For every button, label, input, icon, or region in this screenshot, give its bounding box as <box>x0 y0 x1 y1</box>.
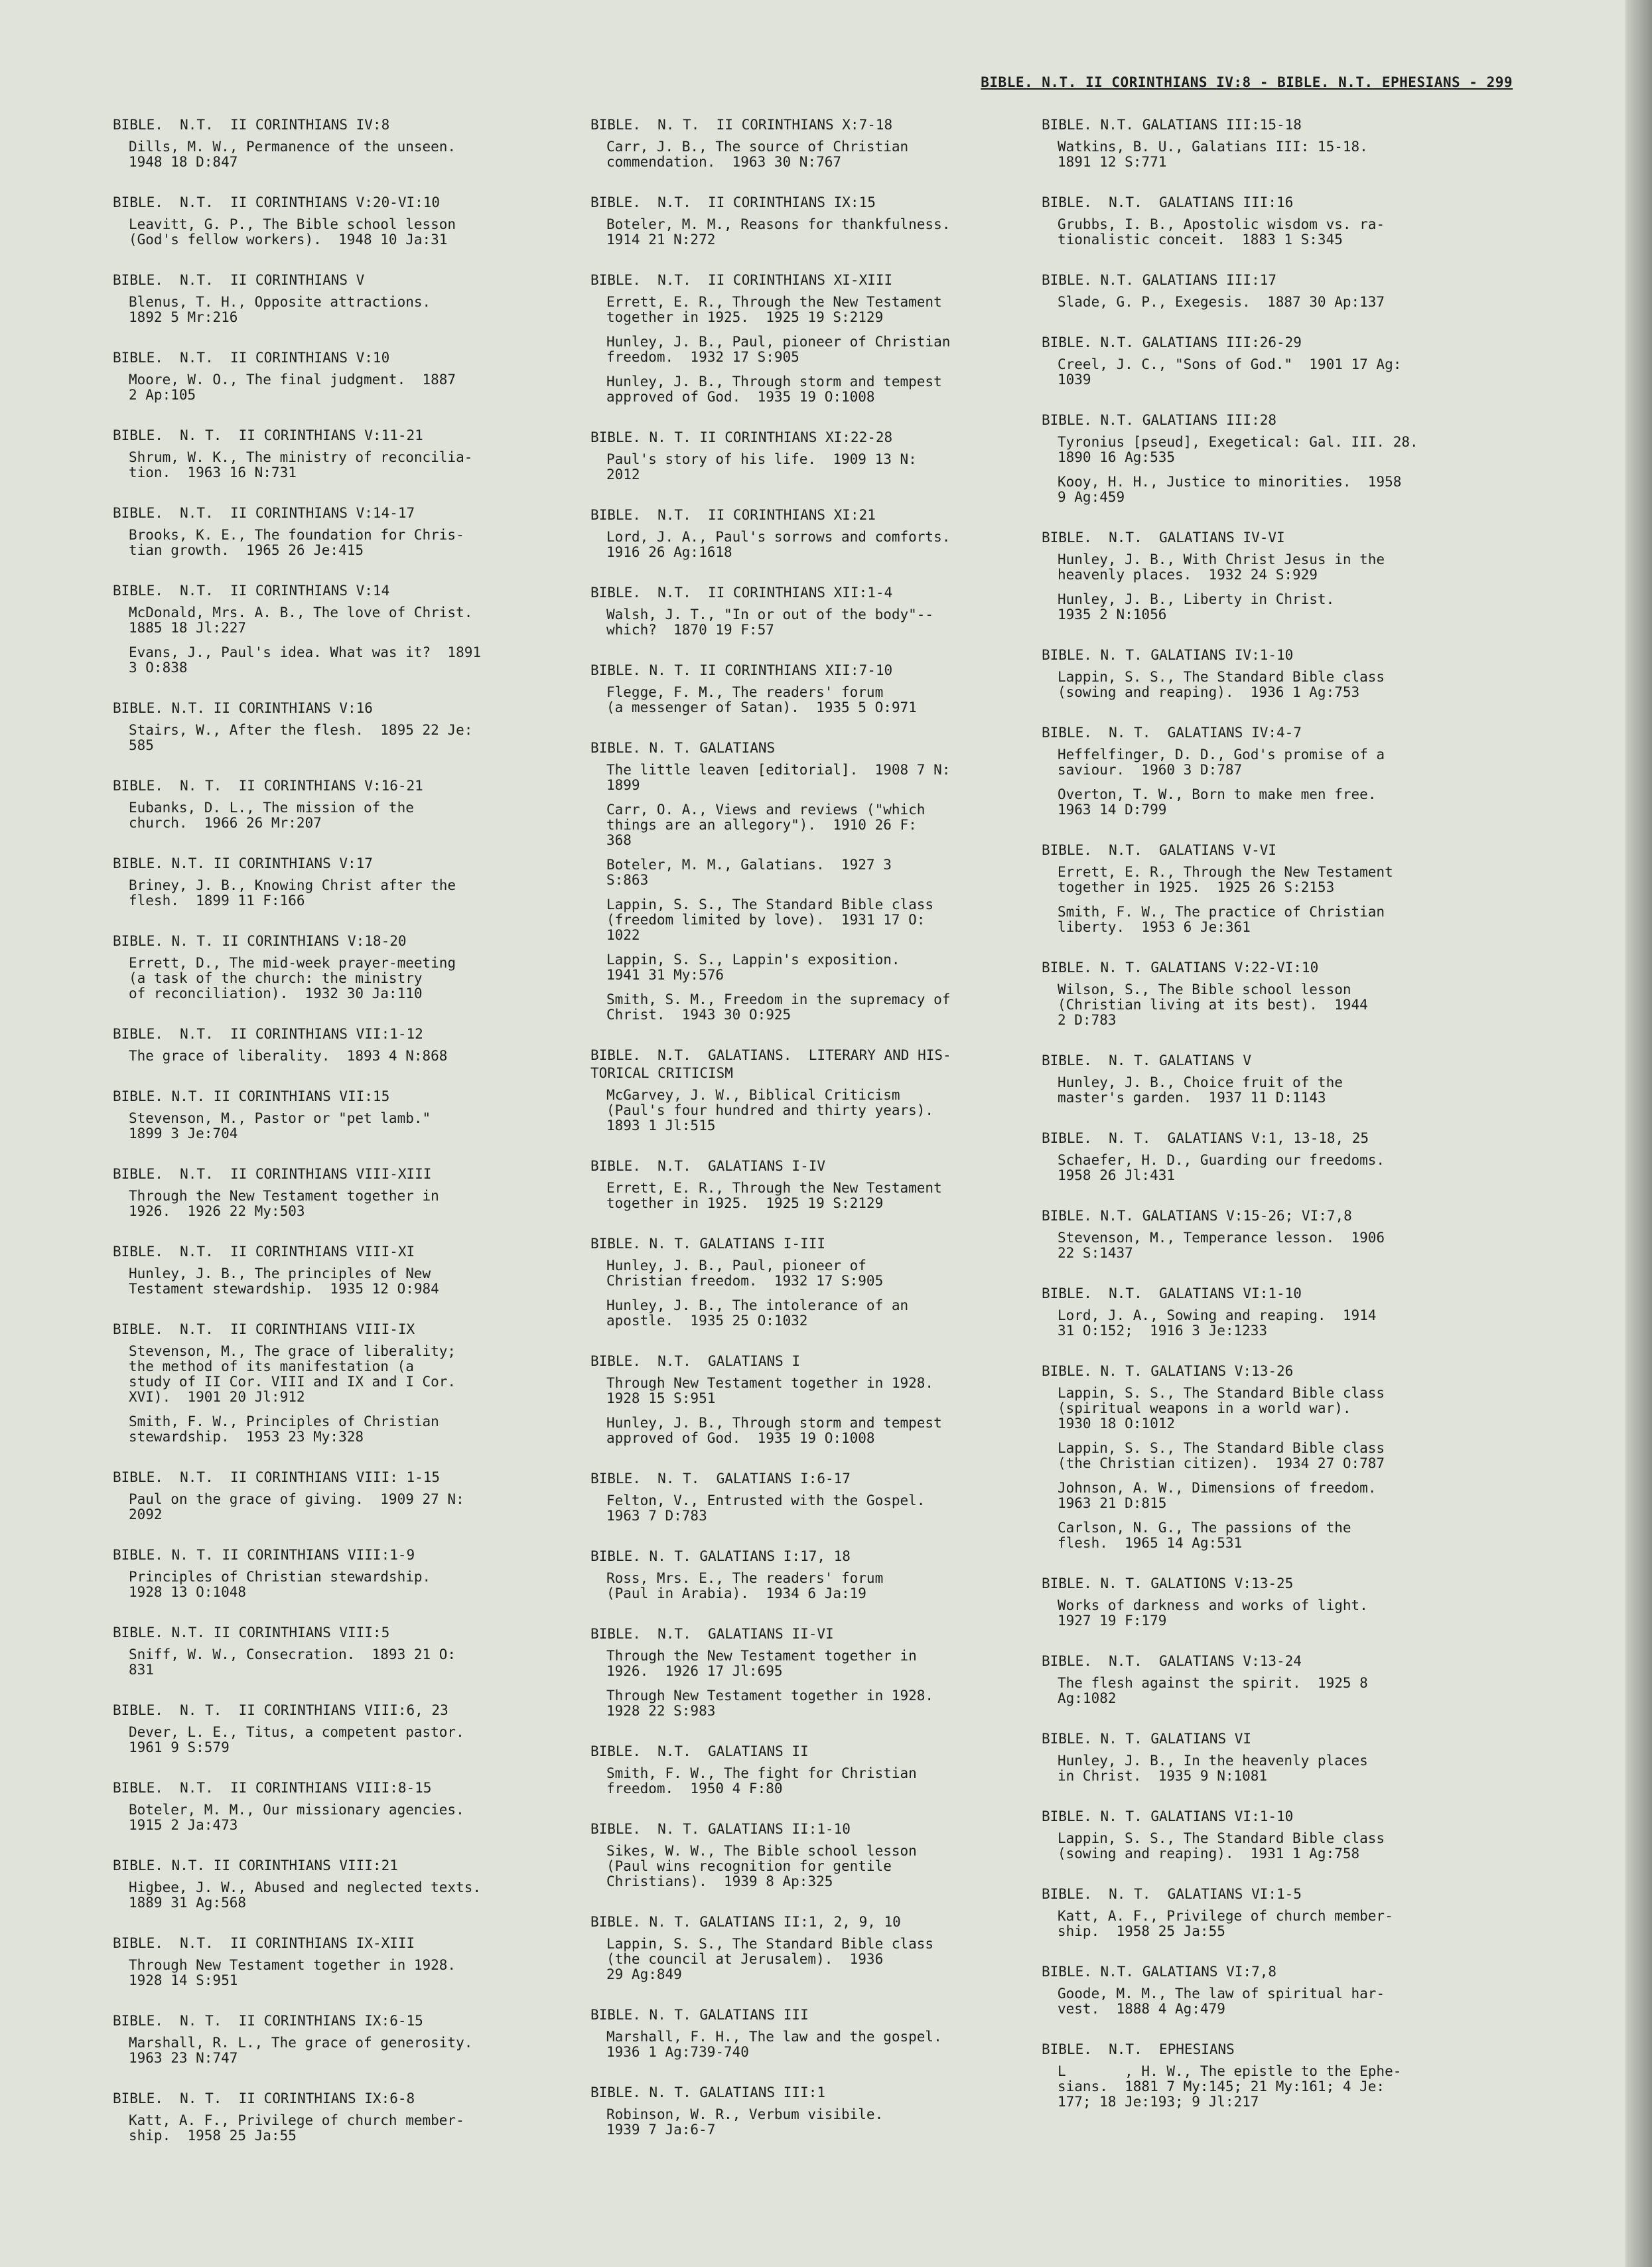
index-entry <box>590 1913 1048 1982</box>
index-entry <box>590 1625 1048 1719</box>
index-entry <box>1042 1730 1499 1784</box>
index-entry <box>590 739 1048 1023</box>
index-entry <box>113 1243 571 1297</box>
entry-heading: BIBLE. N.T. GALATIANS III:28 <box>1042 412 1277 428</box>
index-entry <box>590 1548 1048 1601</box>
column-3 <box>1042 116 1499 2134</box>
entry-citation: Eubanks, D. L., The mission of the church. 1966 26 Mr:207 <box>129 800 414 831</box>
index-entry <box>590 116 1048 170</box>
entry-heading: BIBLE. N. T. II CORINTHIANS V:18-20 <box>113 933 407 949</box>
entry-citation: Lord, J. A., Sowing and reaping. 1914 31 O:152; 1916 3 Je:1233 <box>1058 1307 1377 1339</box>
entry-citation: Lord, J. A., Paul's sorrows and comforts. 1916 26 Ag:1618 <box>606 529 951 560</box>
entry-citation: Heffelfinger, D. D., God's promise of a saviour. 1960 3 D:787 <box>1058 747 1385 778</box>
entry-citation: Goode, M. M., The law of spiritual har- vest. 1888 4 Ag:479 <box>1058 1986 1385 2017</box>
index-entry <box>590 662 1048 715</box>
index-entry <box>590 1820 1048 1889</box>
entry-citation: Lappin, S. S., The Standard Bible class (sowing and reaping). 1936 1 Ag:753 <box>1058 669 1385 700</box>
entry-citation: The little leaven [editorial]. 1908 7 N: 1899 <box>606 762 951 793</box>
index-entry <box>113 699 571 753</box>
index-entry <box>1042 841 1499 935</box>
entry-citation: Sikes, W. W., The Bible school lesson (Paul wins recognition for gentile Christians). 1939 8 Ap:325 <box>606 1843 917 1889</box>
entry-citation: Paul's story of his life. 1909 13 N: 2012 <box>606 451 917 482</box>
entry-heading: BIBLE. N. T. GALATIANS III:1 <box>590 2084 826 2100</box>
entry-citation: Lappin, S. S., The Standard Bible class (the Christian citizen). 1934 27 O:787 <box>1058 1440 1385 1471</box>
entry-citation: Carr, O. A., Views and reviews ("which things are an allegory"). 1910 26 F: 368 <box>606 802 926 848</box>
entry-citation: Through the New Testament together in 1926. 1926 22 My:503 <box>129 1188 439 1219</box>
entry-heading: BIBLE. N. T. II CORINTHIANS XI:22-28 <box>590 429 893 445</box>
entry-citation: Grubbs, I. B., Apostolic wisdom vs. ra- tionalistic conceit. 1883 1 S:345 <box>1058 216 1385 248</box>
entry-heading: BIBLE. N.T. II CORINTHIANS IV:8 <box>113 117 390 133</box>
entry-citation: Lappin, S. S., The Standard Bible class (sowing and reaping). 1931 1 Ag:758 <box>1058 1830 1385 1862</box>
index-entry <box>1042 271 1499 310</box>
entry-citation: McDonald, Mrs. A. B., The love of Christ. 1885 18 Jl:227 <box>129 605 473 636</box>
entry-heading: BIBLE. N. T. II CORINTHIANS X:7-18 <box>590 117 893 133</box>
index-entry <box>113 2090 571 2144</box>
column-2 <box>590 116 1048 2161</box>
index-entry <box>113 1025 571 1064</box>
index-entry <box>1042 1362 1499 1551</box>
entry-citation: Felton, V., Entrusted with the Gospel. 1963 7 D:783 <box>606 1493 926 1524</box>
entry-heading: BIBLE. N.T. II CORINTHIANS XI-XIII <box>590 272 893 288</box>
entry-heading: BIBLE. N.T. II CORINTHIANS V <box>113 272 365 288</box>
entry-heading: BIBLE. N. T. GALATIANS VI <box>1042 1731 1252 1747</box>
entry-heading: BIBLE. N.T. GALATIANS II <box>590 1743 809 1759</box>
entry-heading: BIBLE. N. T. GALATIANS V:1, 13-18, 25 <box>1042 1130 1369 1146</box>
entry-citation: Boteler, M. M., Reasons for thankfulness. 1914 21 N:272 <box>606 216 951 248</box>
index-entry <box>1042 1285 1499 1339</box>
entry-citation: Shrum, W. K., The ministry of reconcilia- tion. 1963 16 N:731 <box>129 449 473 480</box>
index-entry <box>113 349 571 403</box>
entry-citation: Hunley, J. B., The principles of New Testament stewardship. 1935 12 O:984 <box>129 1266 439 1297</box>
entry-heading: BIBLE. N. T. II CORINTHIANS VIII:6, 23 <box>113 1702 448 1718</box>
entry-heading: BIBLE. N. T. GALATIANS I:17, 18 <box>590 1548 851 1564</box>
index-entry <box>113 1935 571 1988</box>
entry-heading: BIBLE. N. T. GALATIANS IV:1-10 <box>1042 647 1294 663</box>
index-entry <box>113 1546 571 1600</box>
index-entry <box>590 1470 1048 1524</box>
entry-citation: Kooy, H. H., Justice to minorities. 1958 9 Ag:459 <box>1058 474 1402 505</box>
index-entry <box>1042 1808 1499 1862</box>
index-entry <box>113 271 571 325</box>
entry-citation: Hunley, J. B., Liberty in Christ. 1935 2 N:1056 <box>1058 591 1335 622</box>
entry-heading: BIBLE. N.T. II CORINTHIANS IX:15 <box>590 194 876 210</box>
entry-citation: Errett, E. R., Through the New Testament together in 1925. 1925 19 S:2129 <box>606 1180 942 1211</box>
index-entry <box>113 1702 571 1755</box>
entry-citation: McGarvey, J. W., Biblical Criticism (Paul's four hundred and thirty years). 1893 1 Jl:515 <box>606 1087 934 1134</box>
entry-heading: BIBLE. N. T. GALATIANS V <box>1042 1053 1252 1068</box>
entry-citation: Through New Testament together in 1928. 1928 15 S:951 <box>606 1375 934 1406</box>
index-entry <box>113 1624 571 1678</box>
entry-citation: Through the New Testament together in 1926. 1926 17 Jl:695 <box>606 1648 917 1679</box>
index-entry <box>113 777 571 831</box>
entry-citation: Boteler, M. M., Galatians. 1927 3 S:863 <box>606 857 892 888</box>
entry-citation: Dever, L. E., Titus, a competent pastor. 1961 9 S:579 <box>129 1724 464 1755</box>
entry-citation: Marshall, F. H., The law and the gospel. 1936 1 Ag:739-740 <box>606 2029 942 2060</box>
entry-citation: Hunley, J. B., Choice fruit of the master's garden. 1937 11 D:1143 <box>1058 1074 1343 1106</box>
index-entry <box>1042 411 1499 505</box>
entry-heading: BIBLE. N. T. GALATIANS II:1, 2, 9, 10 <box>590 1914 901 1930</box>
entry-citation: Smith, F. W., The fight for Christian freedom. 1950 4 F:80 <box>606 1765 917 1796</box>
entry-heading: BIBLE. N. T. GALATIANS V:22-VI:10 <box>1042 960 1319 976</box>
entry-heading: BIBLE. N. T. GALATIANS <box>590 740 776 756</box>
entry-heading: BIBLE. N.T. GALATIANS VI:1-10 <box>1042 1285 1302 1301</box>
entry-citation: Moore, W. O., The final judgment. 1887 2 Ap:105 <box>129 372 456 403</box>
column-1 <box>113 116 571 2167</box>
index-entry <box>113 1857 571 1911</box>
entry-heading: BIBLE. N. T. GALATIANS III <box>590 2007 809 2023</box>
index-entry <box>113 504 571 558</box>
index-entry <box>590 2006 1048 2060</box>
entry-heading: BIBLE. N. T. GALATIANS II:1-10 <box>590 1821 851 1837</box>
entry-heading: BIBLE. N.T. II CORINTHIANS VIII:8-15 <box>113 1780 432 1796</box>
entry-heading: BIBLE. N.T. II CORINTHIANS VIII:21 <box>113 1858 398 1873</box>
index-entry <box>1042 1963 1499 2017</box>
index-entry <box>1042 1052 1499 1106</box>
entry-citation: Schaefer, H. D., Guarding our freedoms. 1958 26 Jl:431 <box>1058 1152 1385 1183</box>
entry-citation: The grace of liberality. 1893 4 N:868 <box>129 1048 448 1064</box>
entry-heading: BIBLE. N. T. GALATIANS V:13-26 <box>1042 1363 1294 1379</box>
entry-citation: Errett, E. R., Through the New Testament together in 1925. 1925 19 S:2129 <box>606 294 942 325</box>
index-entry <box>590 1047 1048 1134</box>
entry-heading: BIBLE. N. T. GALATIANS VI:1-5 <box>1042 1886 1302 1902</box>
entry-citation: Overton, T. W., Born to make men free. 1963 14 D:799 <box>1058 786 1377 818</box>
index-entry <box>1042 1575 1499 1629</box>
entry-citation: Johnson, A. W., Dimensions of freedom. 1963 21 D:815 <box>1058 1480 1377 1511</box>
entry-heading: BIBLE. N.T. II CORINTHIANS VIII-IX <box>113 1321 415 1337</box>
entry-heading: BIBLE. N.T. GALATIANS III:26-29 <box>1042 334 1302 350</box>
entry-heading: BIBLE. N.T. II CORINTHIANS VIII: 1-15 <box>113 1469 441 1485</box>
entry-citation: Through New Testament together in 1928. 1928 14 S:951 <box>129 1957 456 1988</box>
entry-heading: BIBLE. N.T. II CORINTHIANS V:14 <box>113 583 390 599</box>
index-entry <box>113 855 571 909</box>
index-entry <box>113 116 571 170</box>
index-entry <box>590 194 1048 248</box>
entry-citation: Hunley, J. B., Through storm and tempest approved of God. 1935 19 O:1008 <box>606 374 942 405</box>
index-entry <box>113 1321 571 1445</box>
index-entry <box>1042 194 1499 248</box>
index-entry <box>113 932 571 1001</box>
entry-citation: Smith, F. W., Principles of Christian stewardship. 1953 23 My:328 <box>129 1414 439 1445</box>
entry-citation: Katt, A. F., Privilege of church member- ship. 1958 25 Ja:55 <box>1058 1908 1393 1939</box>
index-entry <box>113 1469 571 1522</box>
entry-citation: Stairs, W., After the flesh. 1895 22 Je: 585 <box>129 722 473 753</box>
entry-citation: Hunley, J. B., In the heavenly places in Christ. 1935 9 N:1081 <box>1058 1753 1368 1784</box>
index-entry <box>590 584 1048 638</box>
entry-heading: BIBLE. N. T. II CORINTHIANS VIII:1-9 <box>113 1547 415 1563</box>
entry-citation: Katt, A. F., Privilege of church member- ship. 1958 25 Ja:55 <box>129 2112 464 2144</box>
index-entry <box>1042 724 1499 818</box>
entry-heading: BIBLE. N.T. II CORINTHIANS V:16 <box>113 700 373 716</box>
index-entry <box>113 2012 571 2066</box>
entry-heading: BIBLE. N. T. II CORINTHIANS V:16-21 <box>113 778 423 794</box>
entry-citation: Sniff, W. W., Consecration. 1893 21 O: 831 <box>129 1646 456 1678</box>
entry-citation: Hunley, J. B., Paul, pioneer of Christian freedom. 1932 17 S:905 <box>606 334 951 365</box>
entry-citation: Watkins, B. U., Galatians III: 15-18. 1891 12 S:771 <box>1058 139 1368 170</box>
entry-heading: BIBLE. N.T. II CORINTHIANS VIII:5 <box>113 1625 390 1641</box>
index-entry <box>590 2084 1048 2138</box>
index-entry <box>590 1157 1048 1211</box>
entry-heading: BIBLE. N.T. II CORINTHIANS V:17 <box>113 855 373 871</box>
index-entry <box>1042 2041 1499 2110</box>
entry-citation: Blenus, T. H., Opposite attractions. 1892 5 Mr:216 <box>129 294 431 325</box>
entry-heading: BIBLE. N.T. II CORINTHIANS VIII-XIII <box>113 1166 432 1182</box>
entry-citation: Ross, Mrs. E., The readers' forum (Paul in Arabia). 1934 6 Ja:19 <box>606 1570 884 1601</box>
index-entry <box>113 194 571 248</box>
entry-heading: BIBLE. N.T. II CORINTHIANS V:14-17 <box>113 505 415 521</box>
entry-citation: Hunley, J. B., The intolerance of an apostle. 1935 25 O:1032 <box>606 1297 909 1329</box>
entry-heading: BIBLE. N.T. GALATIANS III:16 <box>1042 194 1294 210</box>
entry-heading: BIBLE. N.T. II CORINTHIANS VII:15 <box>113 1088 390 1104</box>
running-head: BIBLE. N.T. II CORINTHIANS IV:8 - BIBLE. N.T. EPHESIANS - 299 <box>981 74 1513 90</box>
entry-heading: BIBLE. N. T. GALATIANS I:6-17 <box>590 1471 851 1487</box>
entry-heading: BIBLE. N. T. II CORINTHIANS XII:7-10 <box>590 662 893 678</box>
index-entry <box>1042 959 1499 1028</box>
entry-heading: BIBLE. N.T. GALATIANS VI:7,8 <box>1042 1964 1277 1980</box>
entry-citation: Briney, J. B., Knowing Christ after the flesh. 1899 11 F:166 <box>129 877 456 909</box>
entry-citation: Higbee, J. W., Abused and neglected texts. 1889 31 Ag:568 <box>129 1879 482 1911</box>
index-entry <box>590 1743 1048 1796</box>
index-entry <box>590 1353 1048 1446</box>
entry-citation: Stevenson, M., The grace of liberality; the method of its manifestation (a study of II Cor. VIII and IX and I Cor. XVI). 1901 20 Jl:912 <box>129 1343 456 1405</box>
entry-citation: Lappin, S. S., The Standard Bible class (the council at Jerusalem). 1936 29 Ag:849 <box>606 1936 934 1982</box>
entry-citation: Hunley, J. B., Through storm and tempest approved of God. 1935 19 O:1008 <box>606 1415 942 1446</box>
entry-heading: BIBLE. N. T. II CORINTHIANS IX:6-15 <box>113 2013 423 2029</box>
entry-citation: Creel, J. C., "Sons of God." 1901 17 Ag: 1039 <box>1058 356 1402 388</box>
index-entry <box>1042 529 1499 622</box>
page-edge-shadow <box>1625 0 1652 2267</box>
entry-heading: BIBLE. N.T. GALATIANS III:15-18 <box>1042 117 1302 133</box>
entry-citation: Lappin, S. S., The Standard Bible class (spiritual weapons in a world war). 1930 18 O:1012 <box>1058 1385 1385 1431</box>
entry-citation: Carlson, N. G., The passions of the flesh. 1965 14 Ag:531 <box>1058 1520 1351 1551</box>
index-entry <box>590 271 1048 405</box>
entry-citation: The flesh against the spirit. 1925 8 Ag:1082 <box>1058 1675 1368 1706</box>
index-entry <box>113 1779 571 1833</box>
entry-citation: Stevenson, M., Temperance lesson. 1906 22 S:1437 <box>1058 1230 1385 1261</box>
index-entry <box>113 1088 571 1141</box>
entry-heading: BIBLE. N.T. II CORINTHIANS XI:21 <box>590 507 876 523</box>
entry-citation: Carr, J. B., The source of Christian commendation. 1963 30 N:767 <box>606 139 909 170</box>
entry-heading: BIBLE. N. T. GALATIONS V:13-25 <box>1042 1575 1294 1591</box>
entry-heading: BIBLE. N.T. GALATIANS V:13-24 <box>1042 1653 1302 1669</box>
entry-citation: Paul on the grace of giving. 1909 27 N: 2092 <box>129 1491 464 1522</box>
entry-citation: Errett, D., The mid-week prayer-meeting (a task of the church: the ministry of reconciliation). 1932 30 Ja:110 <box>129 955 456 1001</box>
entry-heading: BIBLE. N.T. II CORINTHIANS V:10 <box>113 350 390 366</box>
entry-citation: Marshall, R. L., The grace of generosity. 1963 23 N:747 <box>129 2035 473 2066</box>
entry-heading: BIBLE. N. T. GALATIANS IV:4-7 <box>1042 725 1302 741</box>
entry-citation: Works of darkness and works of light. 1927 19 F:179 <box>1058 1597 1368 1629</box>
entry-citation: Lappin, S. S., Lappin's exposition. 1941 31 My:576 <box>606 952 900 983</box>
entry-citation: Walsh, J. T., "In or out of the body"-- which? 1870 19 F:57 <box>606 607 934 638</box>
entry-citation: Stevenson, M., Pastor or "pet lamb." 1899 3 Je:704 <box>129 1110 431 1141</box>
entry-heading: BIBLE. N.T. GALATIANS V-VI <box>1042 842 1277 858</box>
index-entry <box>1042 1207 1499 1261</box>
entry-citation: Smith, S. M., Freedom in the supremacy of Christ. 1943 30 O:925 <box>606 991 951 1023</box>
entry-heading: BIBLE. N.T. GALATIANS I <box>590 1353 801 1369</box>
entry-citation: Robinson, W. R., Verbum visibile. 1939 7 Ja:6-7 <box>606 2106 884 2138</box>
index-entry <box>1042 1652 1499 1706</box>
index-entry <box>590 506 1048 560</box>
entry-heading: BIBLE. N.T. II CORINTHIANS IX-XIII <box>113 1935 415 1951</box>
entry-heading: BIBLE. N.T. II CORINTHIANS XII:1-4 <box>590 585 893 601</box>
entry-citation: Hunley, J. B., Paul, pioneer of Christian freedom. 1932 17 S:905 <box>606 1258 884 1289</box>
entry-citation: Wilson, S., The Bible school lesson (Christian living at its best). 1944 2 D:783 <box>1058 982 1368 1028</box>
index-entry <box>1042 334 1499 388</box>
entry-heading: BIBLE. N.T. GALATIANS III:17 <box>1042 272 1277 288</box>
entry-citation: Boteler, M. M., Our missionary agencies. 1915 2 Ja:473 <box>129 1802 464 1833</box>
entry-citation: Slade, G. P., Exegesis. 1887 30 Ap:137 <box>1058 294 1385 310</box>
entry-citation: Leavitt, G. P., The Bible school lesson (God's fellow workers). 1948 10 Ja:31 <box>129 216 456 248</box>
entry-heading: BIBLE. N.T. GALATIANS. LITERARY AND HIS- TORICAL CRITICISM <box>590 1047 951 1081</box>
entry-heading: BIBLE. N.T. GALATIANS IV-VI <box>1042 530 1285 546</box>
index-entry <box>1042 1130 1499 1183</box>
entry-citation: Flegge, F. M., The readers' forum (a messenger of Satan). 1935 5 O:971 <box>606 684 917 715</box>
index-entry <box>113 1165 571 1219</box>
entry-citation: L , H. W., The epistle to the Ephe- sians. 1881 7 My:145; 21 My:161; 4 Je: 177; 18 Je:193; 9 Jl:217 <box>1058 2063 1402 2110</box>
entry-heading: BIBLE. N.T. GALATIANS V:15-26; VI:7,8 <box>1042 1208 1352 1224</box>
entry-citation: Through New Testament together in 1928. 1928 22 S:983 <box>606 1688 934 1719</box>
entry-heading: BIBLE. N. T. II CORINTHIANS V:11-21 <box>113 427 423 443</box>
entry-heading: BIBLE. N.T. II CORINTHIANS VIII-XI <box>113 1244 415 1260</box>
entry-citation: Principles of Christian stewardship. 1928 13 O:1048 <box>129 1569 431 1600</box>
entry-citation: Hunley, J. B., With Christ Jesus in the heavenly places. 1932 24 S:929 <box>1058 551 1385 583</box>
entry-citation: Errett, E. R., Through the New Testament together in 1925. 1925 26 S:2153 <box>1058 864 1393 895</box>
entry-heading: BIBLE. N.T. II CORINTHIANS V:20-VI:10 <box>113 194 441 210</box>
entry-citation: Lappin, S. S., The Standard Bible class (freedom limited by love). 1931 17 O: 1022 <box>606 897 934 943</box>
index-entry <box>113 427 571 480</box>
index-entry <box>1042 116 1499 170</box>
index-entry <box>1042 646 1499 700</box>
index-entry <box>590 429 1048 482</box>
entry-citation: Brooks, K. E., The foundation for Chris- tian growth. 1965 26 Je:415 <box>129 527 464 558</box>
index-entry <box>113 582 571 676</box>
entry-heading: BIBLE. N. T. GALATIANS VI:1-10 <box>1042 1808 1294 1824</box>
entry-citation: Smith, F. W., The practice of Christian liberty. 1953 6 Je:361 <box>1058 904 1385 935</box>
entry-heading: BIBLE. N.T. GALATIANS II-VI <box>590 1626 834 1642</box>
entry-citation: Dills, M. W., Permanence of the unseen. 1948 18 D:847 <box>129 139 456 170</box>
entry-citation: Tyronius [pseud], Exegetical: Gal. III. 28. 1890 16 Ag:535 <box>1058 434 1418 465</box>
entry-heading: BIBLE. N.T. II CORINTHIANS VII:1-12 <box>113 1026 423 1042</box>
entry-heading: BIBLE. N.T. GALATIANS I-IV <box>590 1158 826 1174</box>
index-entry <box>1042 1885 1499 1939</box>
entry-heading: BIBLE. N.T. EPHESIANS <box>1042 2041 1235 2057</box>
entry-heading: BIBLE. N. T. GALATIANS I-III <box>590 1236 826 1252</box>
entry-heading: BIBLE. N. T. II CORINTHIANS IX:6-8 <box>113 2090 415 2106</box>
index-entry <box>590 1235 1048 1329</box>
entry-citation: Evans, J., Paul's idea. What was it? 1891 3 O:838 <box>129 644 482 676</box>
